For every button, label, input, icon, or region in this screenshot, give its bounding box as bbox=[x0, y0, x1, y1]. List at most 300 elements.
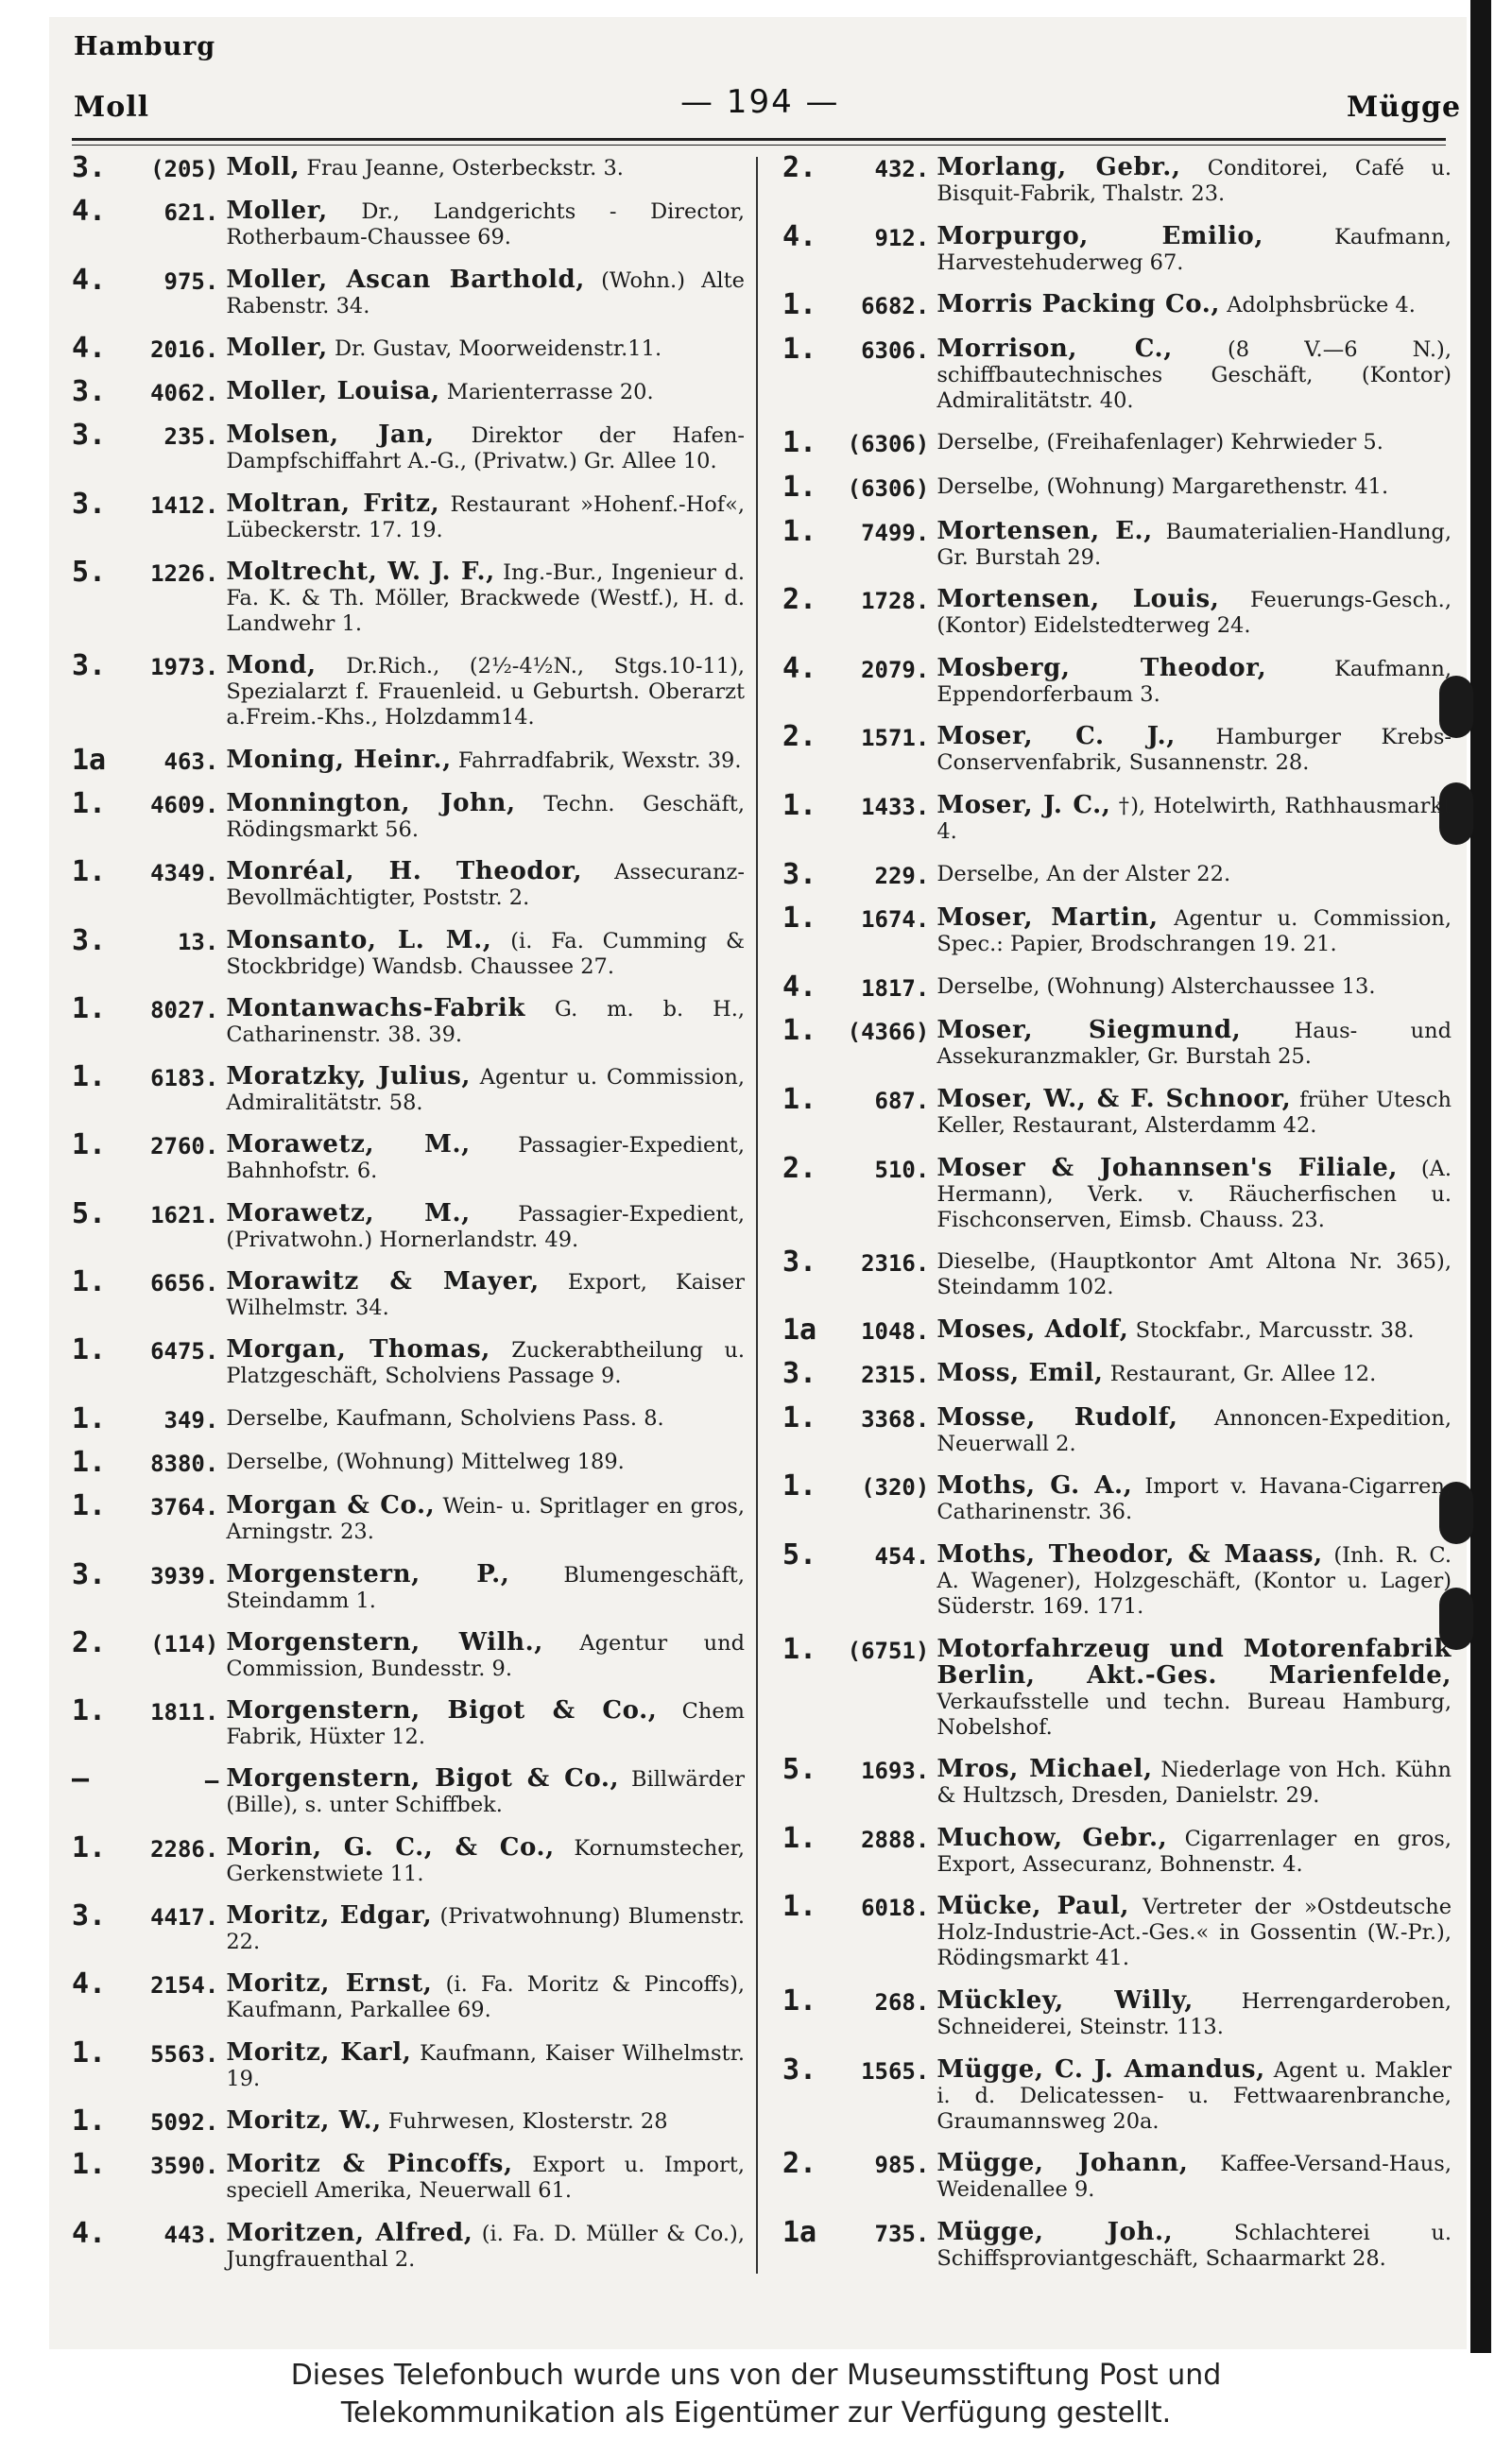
entry-details: Adolphsbrücke 4. bbox=[1220, 293, 1416, 318]
line-number: (205) bbox=[123, 156, 219, 182]
subscriber-name: Mücke, Paul, bbox=[936, 1892, 1130, 1921]
line-number: 7499. bbox=[833, 519, 930, 546]
directory-entry bbox=[72, 1489, 745, 1545]
phone-number bbox=[782, 720, 930, 754]
exchange-code: 1. bbox=[72, 1445, 124, 1479]
entry-text bbox=[226, 198, 745, 250]
phone-number bbox=[782, 1538, 930, 1572]
subscriber-name: Morgenstern, Bigot & Co., bbox=[226, 1696, 658, 1726]
subscriber-name: Moritz, Ernst, bbox=[226, 1969, 433, 1999]
exchange-code: 3. bbox=[782, 1357, 834, 1391]
entry-details: (Privatwohnung) Blumenstr. 22. bbox=[226, 1904, 746, 1955]
entry-text bbox=[226, 155, 745, 181]
entry-details: Stockfabr., Marcusstr. 38. bbox=[1128, 1317, 1415, 1343]
exchange-code: 4. bbox=[72, 1967, 124, 2001]
entry-text bbox=[226, 1971, 745, 2023]
entry-text bbox=[936, 974, 1452, 1000]
phone-number bbox=[782, 1469, 930, 1503]
subscriber-name: Mortensen, E., bbox=[936, 516, 1153, 545]
line-number: 621. bbox=[123, 199, 219, 227]
entry-details: Cigarrenlager en gros, Export, Assecuranz, Bohnenstr. 4. bbox=[936, 1826, 1452, 1877]
entry-text bbox=[226, 747, 745, 774]
entry-text bbox=[936, 1757, 1452, 1809]
phone-number bbox=[782, 1082, 930, 1116]
phone-number bbox=[782, 1313, 930, 1347]
entry-text bbox=[936, 155, 1452, 207]
entry-details: (i. Fa. Cumming & Stockbridge) Wandsb. Chaussee 27. bbox=[226, 928, 745, 979]
entry-text bbox=[226, 1406, 745, 1432]
entry-text bbox=[226, 1132, 745, 1184]
entry-details: Fuhrwesen, Klosterstr. 28 bbox=[381, 2108, 668, 2134]
directory-entry bbox=[72, 487, 745, 543]
directory-entry bbox=[782, 583, 1452, 639]
exchange-code: 1. bbox=[72, 786, 124, 820]
entry-details: †), Hotelwirth, Rathhausmarkt 4. bbox=[936, 793, 1452, 844]
directory-entry bbox=[782, 970, 1452, 1004]
entry-details: Techn. Geschäft, Rödingsmarkt 56. bbox=[226, 791, 745, 842]
phone-number bbox=[72, 1128, 219, 1162]
directory-entry bbox=[72, 1557, 746, 1614]
phone-number bbox=[72, 1401, 219, 1435]
exchange-code: 1. bbox=[782, 288, 834, 322]
line-number: 4417. bbox=[123, 1904, 219, 1932]
line-number: 235. bbox=[123, 423, 219, 451]
entry-text bbox=[936, 2054, 1452, 2135]
line-number: 8380. bbox=[123, 1450, 219, 1477]
entry-details: Derselbe, An der Alster 22. bbox=[936, 861, 1231, 886]
entry-text bbox=[226, 1198, 745, 1253]
phone-number bbox=[72, 1265, 219, 1299]
entry-details: Agentur u. Commission, Spec.: Papier, Brodschrangen 19. 21. bbox=[936, 906, 1452, 957]
entry-text bbox=[936, 221, 1452, 276]
entry-details: Schlachterei u. Schiffsproviantgeschäft, Schaarmarkt 28. bbox=[936, 2220, 1452, 2271]
line-number: 5092. bbox=[123, 2108, 219, 2136]
line-number: 6018. bbox=[833, 1895, 930, 1922]
phone-number bbox=[782, 857, 930, 891]
line-number: 3939. bbox=[123, 1562, 219, 1589]
entry-details: Assecuranz-Bevollmächtigter, Poststr. 2. bbox=[226, 860, 745, 911]
line-number: 5563. bbox=[123, 2040, 219, 2068]
column-divider bbox=[756, 157, 758, 2274]
directory-entry bbox=[72, 195, 745, 250]
entry-details: Haus- und Assekuranzmakler, Gr. Burstah 25. bbox=[936, 1019, 1452, 1070]
line-number: 1226. bbox=[123, 560, 219, 588]
directory-entry bbox=[782, 1753, 1452, 1809]
phone-number bbox=[72, 1489, 219, 1523]
entry-details: (A. Hermann), Verk. v. Räucherfischen u. Fischconserven, Eimsb. Chauss. 23. bbox=[936, 1156, 1452, 1232]
exchange-code: 3. bbox=[782, 857, 834, 891]
entry-text bbox=[936, 336, 1452, 414]
line-number: (4366) bbox=[833, 1019, 930, 1046]
line-number: 735. bbox=[833, 2220, 930, 2247]
entry-text bbox=[936, 1153, 1452, 1233]
exchange-code: 4. bbox=[72, 331, 124, 365]
entry-details: Annoncen-Expedition, Neuerwall 2. bbox=[936, 1405, 1452, 1456]
exchange-code: 1a bbox=[782, 1313, 834, 1347]
directory-entry bbox=[72, 1899, 746, 1955]
left-column bbox=[72, 151, 746, 2273]
subscriber-name: Morpurgo, Emilio, bbox=[936, 221, 1264, 250]
entry-text bbox=[226, 1903, 745, 1955]
directory-entry bbox=[72, 1196, 745, 1253]
entry-details: Direktor der Hafen-Dampfschiffahrt A.-G., (Privatw.) Gr. Allee 10. bbox=[226, 423, 745, 474]
line-number: 1571. bbox=[833, 725, 930, 752]
phone-number bbox=[782, 1400, 930, 1434]
subscriber-name: Moser, W., & F. Schnoor, bbox=[936, 1084, 1292, 1113]
subscriber-name: Moller, Louisa, bbox=[226, 377, 440, 406]
subscriber-name: Montanwachs-Fabrik bbox=[226, 993, 525, 1022]
page-number: — 194 — bbox=[680, 83, 840, 121]
subscriber-name: Morris Packing Co., bbox=[936, 290, 1221, 319]
footer-notice bbox=[0, 2353, 1512, 2439]
entry-details: Agent u. Makler i. d. Delicatessen- u. Fettwaarenbranche, Graumannsweg 20a. bbox=[936, 2057, 1452, 2134]
directory-entry bbox=[782, 332, 1452, 414]
directory-entry bbox=[782, 2215, 1452, 2272]
exchange-code: 4. bbox=[782, 970, 834, 1004]
city-heading: Hamburg bbox=[74, 32, 216, 61]
exchange-code: 1. bbox=[72, 1489, 124, 1523]
directory-entry bbox=[72, 743, 745, 777]
exchange-code: 1. bbox=[72, 1830, 124, 1864]
line-number: 687. bbox=[833, 1087, 930, 1114]
phone-number bbox=[782, 426, 930, 460]
phone-number bbox=[72, 419, 219, 453]
exchange-code: 5. bbox=[782, 1538, 834, 1572]
subscriber-name: Morrison, C., bbox=[936, 334, 1173, 363]
phone-number bbox=[782, 514, 930, 548]
entry-text bbox=[226, 1269, 745, 1321]
entry-details: Ing.-Bur., Ingenieur d. Fa. K. & Th. Möller, Brackwede (Westf.), H. d. Landwehr 1. bbox=[226, 560, 745, 637]
line-number: 2888. bbox=[833, 1826, 930, 1853]
entry-text bbox=[936, 1473, 1452, 1525]
directory-entry bbox=[782, 2147, 1452, 2203]
directory-entry bbox=[72, 1060, 745, 1116]
entry-text bbox=[226, 559, 745, 637]
entry-text bbox=[226, 379, 745, 405]
exchange-code: 5. bbox=[72, 1196, 124, 1230]
entry-details: Agentur und Commission, Bundesstr. 9. bbox=[226, 1630, 746, 1681]
entry-details: Derselbe, Kaufmann, Scholviens Pass. 8. bbox=[226, 1405, 664, 1431]
exchange-code: 2. bbox=[782, 720, 834, 754]
subscriber-name: Moritz, W., bbox=[226, 2105, 382, 2135]
entry-details: Kornumstecher, Gerkenstwiete 11. bbox=[226, 1835, 745, 1886]
directory-entry bbox=[782, 1400, 1452, 1457]
directory-entry bbox=[72, 419, 745, 474]
subscriber-name: Morawitz & Mayer, bbox=[226, 1267, 540, 1297]
entry-text bbox=[226, 993, 745, 1048]
exchange-code: 2. bbox=[782, 583, 834, 617]
exchange-code: 1a bbox=[72, 743, 124, 777]
phone-number bbox=[72, 743, 219, 777]
subscriber-name: Mond, bbox=[226, 651, 317, 680]
exchange-code: 1. bbox=[782, 788, 834, 822]
entry-text bbox=[226, 335, 745, 362]
entry-text bbox=[936, 292, 1452, 318]
subscriber-name: Monnington, John, bbox=[226, 788, 516, 817]
exchange-code: 1. bbox=[72, 1401, 124, 1435]
exchange-code: 1. bbox=[782, 332, 834, 366]
directory-entry bbox=[72, 991, 745, 1048]
entry-details: Zuckerabtheilung u. Platzgeschäft, Scholviens Passage 9. bbox=[226, 1338, 745, 1389]
exchange-code: 1. bbox=[72, 2104, 124, 2138]
directory-entry bbox=[782, 1469, 1452, 1525]
exchange-code: 1. bbox=[782, 1632, 834, 1666]
line-number: 4609. bbox=[123, 791, 219, 818]
line-number: 1674. bbox=[833, 906, 930, 934]
subscriber-name: Mortensen, Louis, bbox=[936, 585, 1220, 614]
entry-details: (8 V.—6 N.), schiffbautechnisches Geschäft, (Kontor) Admiralitätstr. 40. bbox=[936, 336, 1452, 413]
exchange-code: 1. bbox=[782, 902, 834, 936]
phone-number bbox=[782, 219, 930, 253]
exchange-code: 2. bbox=[782, 2147, 834, 2181]
entry-text bbox=[936, 2151, 1452, 2203]
entry-text bbox=[226, 1627, 746, 1682]
line-number: 2154. bbox=[123, 1972, 219, 2000]
entry-details: Billwärder (Bille), s. unter Schiffbek. bbox=[226, 1767, 746, 1818]
entry-details: Passagier-Expedient, (Privatwohn.) Hornerlandstr. 49. bbox=[226, 1201, 745, 1252]
entry-text bbox=[936, 905, 1452, 957]
phone-number bbox=[72, 1830, 219, 1864]
entry-details: Import v. Havana-Cigarren, Catharinenstr. 36. bbox=[936, 1474, 1452, 1525]
directory-entry bbox=[782, 1151, 1452, 1233]
entry-text bbox=[936, 862, 1452, 887]
entry-details: G. m. b. H., Catharinenstr. 38. 39. bbox=[226, 996, 745, 1047]
book-spine bbox=[1470, 0, 1491, 2353]
directory-entry bbox=[72, 1265, 745, 1321]
line-number: 6183. bbox=[123, 1065, 219, 1092]
directory-entry bbox=[782, 1538, 1452, 1620]
line-number: 912. bbox=[833, 224, 930, 251]
entry-details: Dr., Landgerichts - Director, Rotherbaum-Chaussee 69. bbox=[226, 199, 745, 250]
phone-number bbox=[72, 1333, 219, 1367]
entry-text bbox=[226, 1559, 746, 1614]
exchange-code: 3. bbox=[782, 1245, 834, 1280]
entry-details: Export, Kaiser Wilhelmstr. 34. bbox=[226, 1270, 745, 1321]
line-number: 4349. bbox=[123, 860, 219, 887]
entry-text bbox=[936, 474, 1452, 500]
entry-details: Blumengeschäft, Steindamm 1. bbox=[226, 1562, 746, 1613]
entry-text bbox=[226, 2105, 745, 2135]
exchange-code: 1. bbox=[72, 855, 124, 889]
line-number: 6656. bbox=[123, 1270, 219, 1297]
subscriber-name: Mückley, Willy, bbox=[936, 1986, 1194, 2016]
subscriber-name: Morgenstern, P., bbox=[226, 1559, 510, 1589]
entry-text bbox=[226, 1832, 745, 1887]
exchange-code: 1. bbox=[782, 514, 834, 548]
footer-line-1: Dieses Telefonbuch wurde uns von der Museumsstiftung Post und bbox=[290, 2359, 1222, 2392]
exchange-code: 1. bbox=[782, 1469, 834, 1503]
phone-number bbox=[782, 1753, 930, 1787]
entry-details: Kaffee-Versand-Haus, Weidenallee 9. bbox=[936, 2152, 1452, 2203]
exchange-code: 2. bbox=[782, 151, 834, 184]
subscriber-name: Mros, Michael, bbox=[936, 1755, 1153, 1784]
exchange-code: 4. bbox=[782, 219, 834, 253]
exchange-code: 1. bbox=[72, 991, 124, 1025]
entry-text bbox=[936, 724, 1452, 776]
entry-text bbox=[936, 1249, 1452, 1300]
directory-entry bbox=[782, 426, 1452, 460]
entry-details: Agentur u. Commission, Admiralitätstr. 58. bbox=[226, 1065, 745, 1116]
phone-number bbox=[72, 649, 219, 683]
entry-details: (Inh. R. C. A. Wagener), Holzgeschäft, (Kontor u. Lager) Süderstr. 169. 171. bbox=[936, 1543, 1452, 1620]
directory-entry bbox=[72, 1830, 745, 1887]
line-number: 3368. bbox=[833, 1405, 930, 1433]
entry-text bbox=[936, 653, 1452, 708]
exchange-code: 1. bbox=[782, 1890, 834, 1924]
directory-entry bbox=[782, 1632, 1452, 1741]
directory-entry bbox=[782, 1821, 1452, 1878]
line-number: 1811. bbox=[123, 1699, 219, 1726]
entry-details: Dr.Rich., (2½-4½N., Stgs.10-11), Spezialarzt f. Frauenleid. u Geburtsh. Oberarzt a.Freim.-Khs., Holzdamm14. bbox=[226, 654, 745, 730]
line-number: 6306. bbox=[833, 336, 930, 364]
subscriber-name: Mügge, C. J. Amandus, bbox=[936, 2054, 1265, 2084]
directory-entry bbox=[72, 2104, 745, 2138]
directory-entry bbox=[72, 1762, 746, 1818]
exchange-code: 3. bbox=[72, 151, 124, 184]
entry-details: Restaurant, Gr. Allee 12. bbox=[1103, 1362, 1377, 1387]
line-number: 13. bbox=[123, 928, 219, 955]
directory-entry bbox=[782, 788, 1452, 845]
directory-entry bbox=[782, 470, 1452, 504]
entry-text bbox=[226, 925, 745, 980]
phone-number bbox=[782, 1890, 930, 1924]
phone-number bbox=[72, 2104, 219, 2138]
subscriber-name: Moning, Heinr., bbox=[226, 745, 452, 774]
subscriber-name: Mügge, Johann, bbox=[936, 2149, 1189, 2178]
line-number: (6306) bbox=[833, 474, 930, 502]
subscriber-name: Morgan & Co., bbox=[226, 1491, 436, 1520]
entry-details: Feuerungs-Gesch., (Kontor) Eidelstedterweg 24. bbox=[936, 588, 1452, 639]
directory-entry bbox=[782, 1890, 1452, 1971]
phone-number bbox=[72, 1694, 219, 1728]
subscriber-name: Moritz & Pincoffs, bbox=[226, 2150, 513, 2179]
entry-details: Derselbe, (Wohnung) Alsterchaussee 13. bbox=[936, 973, 1376, 999]
exchange-code: 1. bbox=[72, 2035, 124, 2070]
directory-entry bbox=[72, 2035, 746, 2092]
exchange-code: 3. bbox=[72, 923, 124, 957]
phone-number bbox=[782, 332, 930, 366]
header-rule-thin bbox=[72, 145, 1446, 146]
entry-details: Herrengarderoben, Schneiderei, Steinstr. 113. bbox=[936, 1989, 1452, 2040]
directory-entry bbox=[782, 219, 1452, 276]
right-keyword: Mügge bbox=[1347, 91, 1462, 124]
phone-number bbox=[782, 1821, 930, 1855]
entry-text bbox=[936, 1542, 1452, 1620]
subscriber-name: Muchow, Gebr., bbox=[936, 1823, 1168, 1852]
exchange-code: 3. bbox=[72, 1899, 124, 1933]
phone-number bbox=[72, 263, 219, 297]
subscriber-name: Moser, J. C., bbox=[936, 790, 1111, 819]
line-number: 2315. bbox=[833, 1362, 930, 1389]
entry-text bbox=[226, 2218, 745, 2273]
directory-entry bbox=[782, 857, 1452, 891]
line-number: 1621. bbox=[123, 1201, 219, 1228]
entry-text bbox=[226, 491, 745, 543]
entry-details: Verkaufsstelle und techn. Bureau Hamburg, Nobelshof. bbox=[936, 1689, 1452, 1740]
entry-text bbox=[936, 1823, 1452, 1878]
exchange-code: 1a bbox=[782, 2215, 834, 2249]
line-number: 985. bbox=[833, 2152, 930, 2179]
line-number: 6682. bbox=[833, 293, 930, 320]
entry-text bbox=[936, 1314, 1452, 1344]
entry-details: Baumaterialien-Handlung, Gr. Burstah 29. bbox=[936, 519, 1452, 570]
exchange-code: 3. bbox=[72, 649, 124, 683]
phone-number bbox=[72, 151, 219, 184]
exchange-code: 1. bbox=[782, 1014, 834, 1048]
entry-details: Derselbe, (Wohnung) Margarethenstr. 41. bbox=[936, 473, 1389, 499]
phone-number bbox=[72, 1899, 219, 1933]
subscriber-name: Moths, Theodor, & Maass, bbox=[936, 1540, 1323, 1570]
phone-number bbox=[782, 1151, 930, 1185]
phone-number bbox=[782, 1014, 930, 1048]
phone-number bbox=[782, 151, 930, 184]
entry-text bbox=[226, 2152, 745, 2204]
exchange-code: 1. bbox=[72, 1694, 124, 1728]
line-number: 2316. bbox=[833, 1250, 930, 1278]
phone-number bbox=[782, 651, 930, 685]
directory-entry bbox=[782, 1082, 1452, 1139]
phone-number bbox=[782, 470, 930, 504]
subscriber-name: Morgenstern, Bigot & Co., bbox=[226, 1764, 620, 1794]
exchange-code: 4. bbox=[72, 263, 124, 297]
exchange-code: 5. bbox=[72, 556, 124, 590]
entry-text bbox=[226, 1064, 745, 1116]
entry-text bbox=[936, 1084, 1452, 1139]
entry-text bbox=[936, 516, 1452, 571]
exchange-code: — bbox=[72, 1762, 124, 1796]
entry-details: Vertreter der »Ostdeutsche Holz-Industrie-Act.-Ges.« in Gossentin (W.-Pr.), Rödingsmarkt 41. bbox=[936, 1895, 1452, 1971]
entry-details: (Wohn.) Alte Rabenstr. 34. bbox=[226, 267, 745, 318]
entry-details: Kaufmann, Harvestehuderweg 67. bbox=[936, 224, 1452, 275]
subscriber-name: Moll, bbox=[226, 153, 301, 181]
phone-number bbox=[782, 1984, 930, 2018]
phone-number bbox=[72, 331, 219, 365]
phone-number bbox=[72, 991, 219, 1025]
entry-details: Conditorei, Café u. Bisquit-Fabrik, Thalstr. 23. bbox=[936, 156, 1452, 206]
subscriber-name: Mosse, Rudolf, bbox=[936, 1402, 1178, 1432]
directory-entry bbox=[782, 1245, 1452, 1300]
subscriber-name: Moths, G. A., bbox=[936, 1471, 1133, 1501]
subscriber-name: Morawetz, M., bbox=[226, 1198, 471, 1228]
line-number: 8027. bbox=[123, 996, 219, 1023]
entry-details: Wein- u. Spritlager en gros, Arningstr. 23. bbox=[226, 1494, 745, 1545]
exchange-code: 4. bbox=[72, 195, 124, 229]
line-number: (6751) bbox=[833, 1637, 930, 1664]
entry-text bbox=[936, 1361, 1452, 1387]
subscriber-name: Moritz, Edgar, bbox=[226, 1901, 433, 1931]
phone-number bbox=[72, 1557, 219, 1591]
exchange-code: 1. bbox=[72, 1060, 124, 1094]
subscriber-name: Moller, bbox=[226, 197, 328, 226]
subscriber-name: Morawetz, M., bbox=[226, 1130, 471, 1159]
directory-entry bbox=[72, 923, 745, 980]
phone-number bbox=[782, 902, 930, 936]
directory-entry bbox=[72, 1128, 745, 1184]
entry-details: Dieselbe, (Hauptkontor Amt Altona Nr. 365), Steindamm 102. bbox=[936, 1249, 1452, 1300]
subscriber-name: Moser, Siegmund, bbox=[936, 1016, 1242, 1045]
line-number: 229. bbox=[833, 862, 930, 889]
entry-text bbox=[936, 1402, 1452, 1457]
phone-number bbox=[782, 2053, 930, 2087]
line-number: 2760. bbox=[123, 1133, 219, 1160]
phone-number bbox=[72, 2035, 219, 2070]
directory-entry bbox=[72, 2216, 745, 2273]
directory-entry bbox=[782, 2053, 1452, 2135]
entry-text bbox=[936, 587, 1452, 639]
entry-details: Kaufmann, Eppendorferbaum 3. bbox=[936, 656, 1452, 707]
directory-entry bbox=[782, 1984, 1452, 2040]
directory-entry bbox=[72, 375, 745, 409]
